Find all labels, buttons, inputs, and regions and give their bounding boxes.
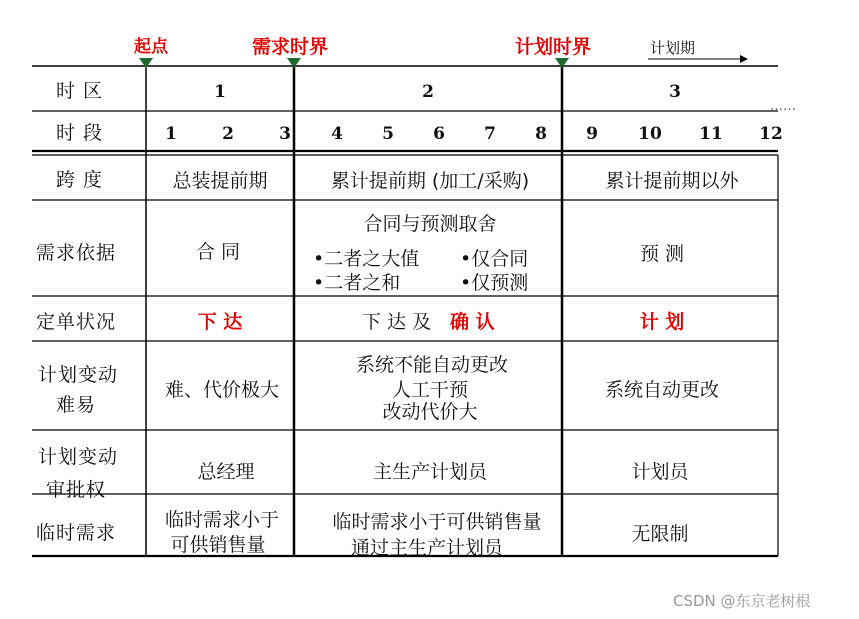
period-row-label: 时 段	[56, 122, 104, 144]
basis-option-forecast: •仅预测	[460, 272, 529, 294]
period-3: 3	[279, 124, 291, 144]
change-zone-3: 系统自动更改	[604, 379, 720, 401]
change-zone-1: 难、代价极大	[164, 379, 280, 401]
temp-zone-2-line2: 通过主生产计划员	[350, 537, 504, 559]
plan-fence-label: 计划时界	[514, 36, 592, 58]
span-zone-2: 累计提前期 (加工/采购)	[330, 170, 530, 192]
period-12: 12	[759, 124, 783, 144]
planning-period-label: 计划期	[650, 39, 696, 57]
zone-row-label: 时 区	[56, 80, 104, 102]
ellipsis: ……	[770, 99, 796, 114]
span-zone-3: 累计提前期以外	[605, 170, 739, 192]
approval-row-label-line1: 计划变动	[38, 446, 119, 468]
change-row-label-line1: 计划变动	[38, 364, 119, 386]
approval-zone-2: 主生产计划员	[372, 461, 488, 483]
temp-zone-2-line1: 临时需求小于可供销售量	[332, 511, 542, 533]
basis-zone-2-title: 合同与预测取舍	[363, 213, 497, 235]
temp-zone-3: 无限制	[631, 523, 689, 545]
start-label: 起点	[134, 37, 168, 57]
demand-fence-label: 需求时界	[251, 36, 329, 58]
order-zone-1: 下 达	[197, 311, 243, 333]
period-4: 4	[331, 124, 343, 144]
period-6: 6	[433, 124, 445, 144]
change-row-label-line2: 难易	[56, 394, 97, 416]
approval-zone-3: 计划员	[631, 461, 689, 483]
order-zone-2-release: 下 达 及	[362, 311, 432, 333]
csdn-watermark: CSDN @东京老树根	[673, 592, 811, 610]
basis-option-max: •二者之大值	[313, 248, 420, 270]
basis-option-sum: •二者之和	[313, 272, 401, 294]
period-11: 11	[699, 124, 723, 144]
period-9: 9	[586, 124, 598, 144]
basis-zone-3: 预 测	[639, 243, 685, 265]
change-zone-2-line3: 改动代价大	[382, 401, 478, 423]
basis-row-label: 需求依据	[36, 242, 117, 264]
basis-option-contract: •仅合同	[460, 248, 529, 270]
temp-row-label: 临时需求	[36, 522, 117, 544]
temp-zone-1-line2: 可供销售量	[170, 534, 266, 556]
order-zone-3: 计 划	[639, 311, 685, 333]
basis-zone-1: 合 同	[195, 241, 241, 263]
span-zone-1: 总装提前期	[172, 170, 268, 192]
period-2: 2	[222, 124, 234, 144]
period-10: 10	[638, 124, 662, 144]
change-zone-2-line2: 人工干预	[391, 379, 469, 401]
period-1: 1	[165, 124, 177, 144]
approval-row-label-line2: 审批权	[46, 479, 107, 501]
temp-zone-1-line1: 临时需求小于	[164, 509, 280, 531]
zone-1: 1	[214, 82, 226, 102]
order-zone-2-confirm: 确 认	[450, 311, 495, 333]
change-zone-2-line1: 系统不能自动更改	[355, 354, 509, 376]
approval-zone-1: 总经理	[197, 461, 255, 483]
order-row-label: 定单状况	[36, 311, 117, 333]
zone-2: 2	[422, 82, 434, 102]
period-7: 7	[484, 124, 496, 144]
period-8: 8	[535, 124, 547, 144]
span-row-label: 跨 度	[56, 169, 104, 191]
zone-3: 3	[669, 82, 681, 102]
period-5: 5	[382, 124, 394, 144]
